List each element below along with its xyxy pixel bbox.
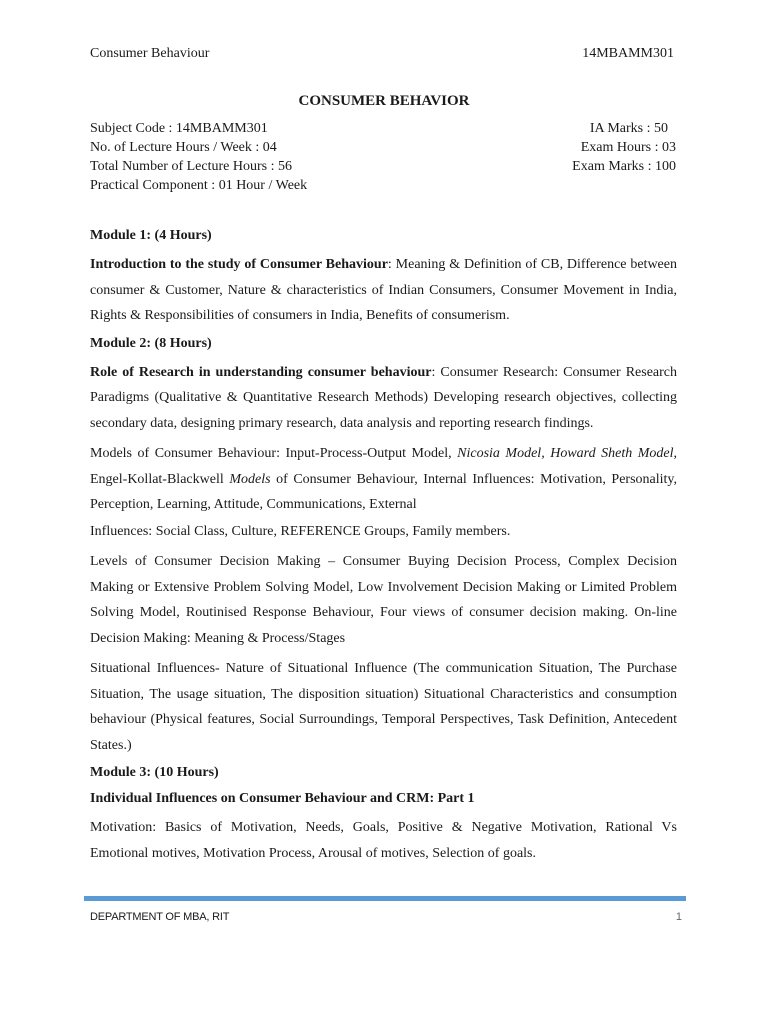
models-text-b: , Engel-Kollat-Blackwell (90, 446, 677, 487)
syllabus-content (90, 226, 677, 871)
info-row (90, 119, 676, 138)
module-2-paragraph-influences: Influences: Social Class, Culture, REFERENCE Groups, Family members. (90, 523, 511, 539)
module-2-heading: Module 2: (8 Hours) (90, 335, 212, 351)
header-course-code: 14MBAMM301 (582, 46, 674, 61)
models-text-c: of Consumer Behaviour, Internal Influences: Motivation, Personality, Perception, Learning, Attitude, Communications, External (90, 471, 678, 512)
models-text-a: Models of Consumer Behaviour: Input-Process-Output Model, (90, 446, 458, 461)
footer-divider-bar (84, 896, 686, 901)
subject-info-block (90, 119, 676, 195)
info-left: Total Number of Lecture Hours : 56 (90, 159, 292, 174)
module-2-paragraph-situational: Situational Influences- Nature of Situational Influence (The communication Situation, The Purchase Situation, The usage situation, The disposition situation) Situational Characteristics and consumption behaviour (Physical features, Social Surroundings, Temporal Perspectives, Task Definition, Antecedent States.) (90, 661, 677, 753)
info-row (90, 176, 676, 195)
models-italic-2: Models (229, 471, 271, 487)
module-1-heading: Module 1: (4 Hours) (90, 228, 212, 243)
document-title: CONSUMER BEHAVIOR (298, 93, 470, 109)
module-2-research-text: : Consumer Research: Consumer Research Paradigms (Qualitative & Quantitative Research Methods) Developing research objectives, collecting secondary data, designing primary research, data analysis and reporting research findings. (90, 364, 678, 431)
module-3-heading: Module 3: (10 Hours) (90, 765, 219, 780)
module-2-paragraph-research (90, 360, 677, 437)
info-left: Practical Component : 01 Hour / Week (90, 178, 308, 193)
module-2-research-bold: Role of Research in understanding consumer behaviour (90, 364, 432, 380)
module-3-paragraph-motivation: Motivation: Basics of Motivation, Needs, Goals, Positive & Negative Motivation, Rational Vs Emotional motives, Motivation Process, Arousal of motives, Selection of goals. (90, 820, 677, 861)
models-italic-1: Nicosia Model, Howard Sheth Model (457, 446, 674, 461)
module-1-intro-bold: Introduction to the study of Consumer Behaviour (90, 257, 388, 272)
module-2-paragraph-decision-making: Levels of Consumer Decision Making – Consumer Buying Decision Process, Complex Decision Making or Extensive Problem Solving Model, Low Involvement Decision Making or Limited Problem Solving Model, Routinised Response Behaviour, Four views of consumer decision making. On-line Decision Making: Meaning & Process/Stages (90, 554, 677, 646)
module-1-intro-text: : Meaning & Definition of CB, Difference between consumer & Customer, Nature & characteristics of Indian Consumers, Consumer Movement in India, Rights & Responsibilities of consumers in India, Benefits of consumerism. (90, 257, 677, 323)
info-right: IA Marks : 50 (589, 121, 668, 136)
module-3-subheading: Individual Influences on Consumer Behaviour and CRM: Part 1 (90, 791, 475, 806)
module-1-paragraph (90, 252, 677, 329)
footer-page-number: 1 (675, 911, 682, 923)
info-left: No. of Lecture Hours / Week : 04 (90, 140, 277, 155)
info-row (90, 157, 676, 176)
info-row (90, 138, 676, 157)
header-course-name: Consumer Behaviour (90, 46, 210, 61)
footer-department: DEPARTMENT OF MBA, RIT (90, 911, 230, 923)
module-2-paragraph-models (90, 441, 677, 518)
info-right: Exam Marks : 100 (572, 159, 676, 174)
info-left: Subject Code : 14MBAMM301 (90, 121, 268, 136)
info-right: Exam Hours : 03 (580, 140, 676, 155)
